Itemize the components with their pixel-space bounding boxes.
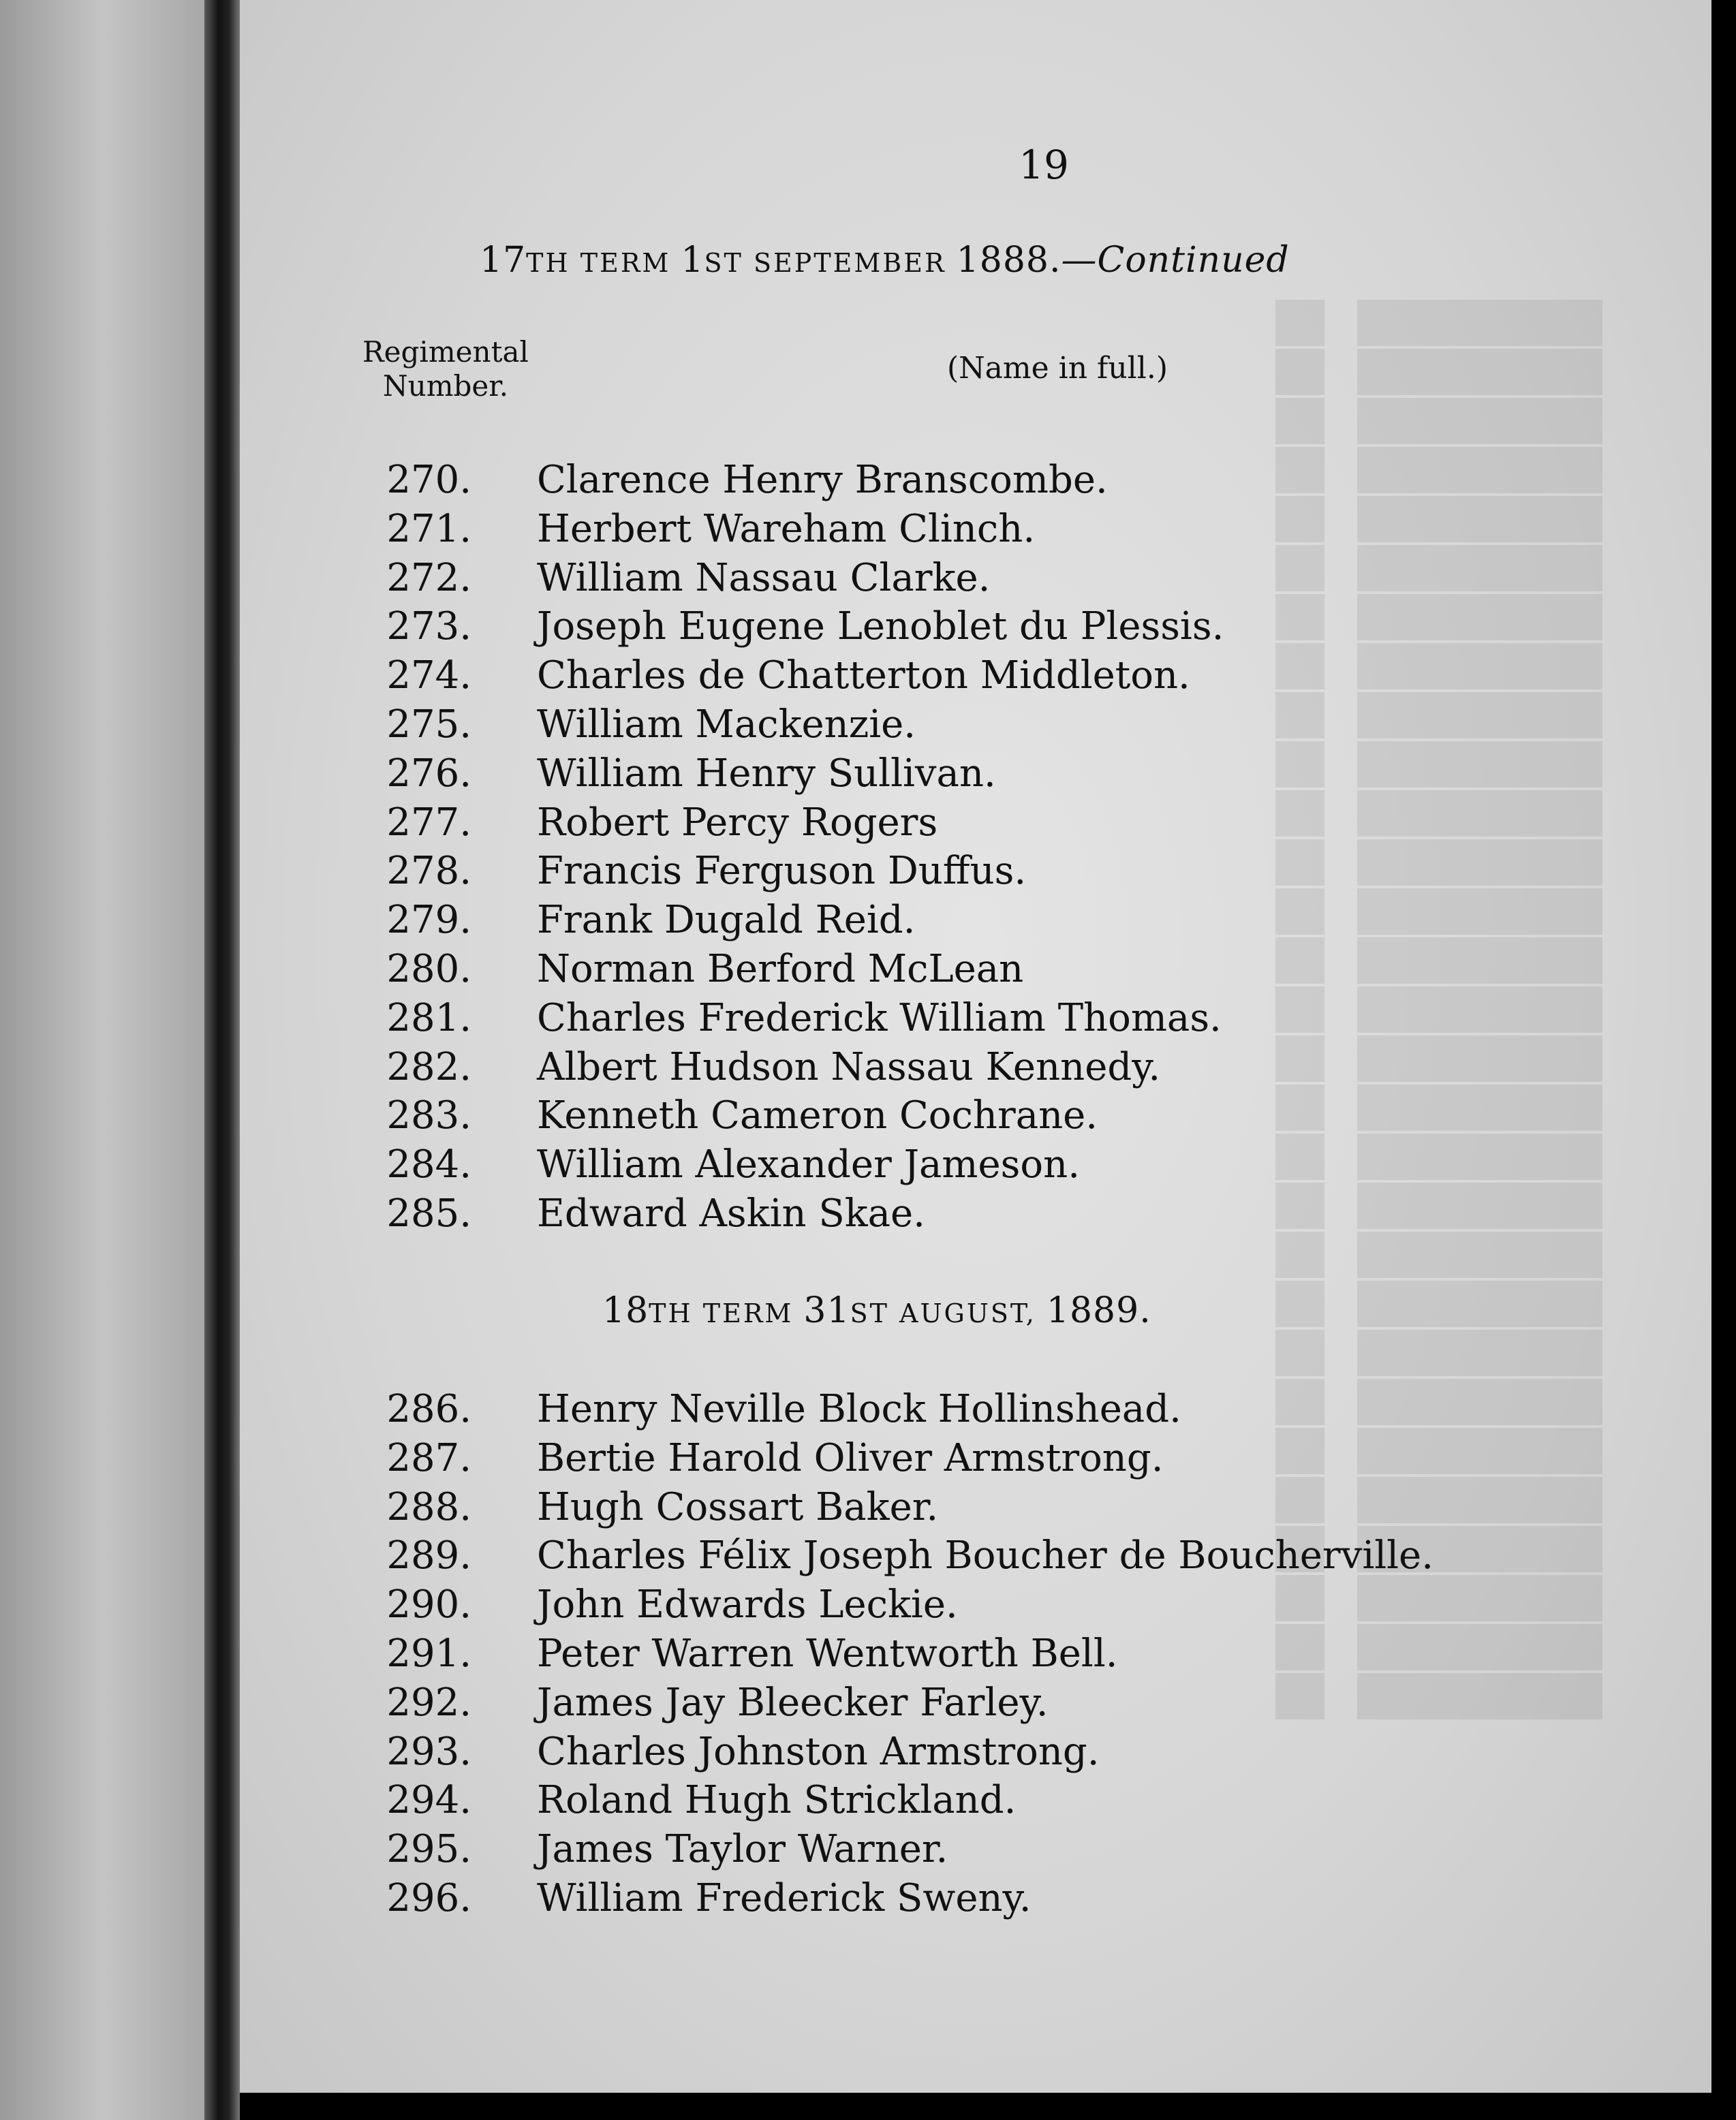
regimental-number: 293. — [386, 1729, 471, 1774]
list-item — [240, 1142, 1711, 1191]
cadet-name: Hugh Cossart Baker. — [537, 1484, 939, 1529]
cadet-name: Clarence Henry Branscombe. — [537, 458, 1108, 502]
term-year: 1889. — [1046, 1290, 1151, 1331]
regimental-number: 291. — [386, 1631, 471, 1676]
list-item — [240, 1191, 1711, 1241]
term-ordinal: 18 — [602, 1290, 649, 1331]
regimental-number: 294. — [386, 1778, 471, 1823]
cadet-name: Francis Ferguson Duffus. — [537, 849, 1027, 894]
term-continued: —Continued — [1061, 240, 1290, 281]
list-item — [240, 849, 1711, 898]
term-18-list — [240, 1387, 1711, 1925]
term-ordinal: 17 — [480, 240, 527, 281]
list-item — [240, 947, 1711, 996]
list-item — [240, 1387, 1711, 1436]
cadet-name: William Henry Sullivan. — [537, 751, 996, 796]
term-year: 1888. — [956, 240, 1061, 281]
list-item — [240, 1045, 1711, 1094]
regimental-number: 276. — [386, 751, 471, 796]
list-item — [240, 556, 1711, 605]
term-heading-18 — [602, 1290, 1151, 1331]
regimental-number: 270. — [386, 458, 471, 502]
list-item — [240, 458, 1711, 507]
list-item — [240, 996, 1711, 1045]
term-17-list — [240, 458, 1711, 1241]
list-item — [240, 1583, 1711, 1632]
term-day-suffix: ST SEPTEMBER — [704, 248, 957, 278]
page-number: 19 — [1019, 142, 1069, 188]
cadet-name: Joseph Eugene Lenoblet du Plessis. — [537, 604, 1224, 649]
term-day: 31 — [803, 1290, 850, 1331]
cadet-name: Charles Frederick William Thomas. — [537, 995, 1222, 1040]
regimental-number: 289. — [386, 1533, 471, 1578]
term-ordinal-suffix: TH TERM — [649, 1298, 804, 1328]
cadet-name: William Frederick Sweny. — [537, 1875, 1032, 1920]
list-item — [240, 1681, 1711, 1730]
term-ordinal-suffix: TH TERM — [526, 248, 681, 278]
regimental-number: 288. — [386, 1484, 471, 1529]
cadet-name: James Taylor Warner. — [537, 1827, 948, 1872]
column-header-name: (Name in full.) — [947, 351, 1168, 386]
regimental-number: 277. — [386, 800, 471, 845]
regimental-number: 271. — [386, 506, 471, 551]
term-day: 1 — [681, 240, 704, 281]
term-heading-17 — [480, 240, 1290, 281]
cadet-name: Charles Félix Joseph Boucher de Boucherville. — [537, 1533, 1433, 1578]
book-gutter — [204, 0, 240, 2120]
list-item — [240, 653, 1711, 702]
column-header-regimental-number — [330, 335, 561, 403]
regimental-number: 279. — [386, 898, 471, 943]
regimental-number: 272. — [386, 555, 471, 600]
regimental-number: 283. — [386, 1093, 471, 1138]
regimental-number: 280. — [386, 946, 471, 991]
list-item — [240, 1436, 1711, 1485]
list-item — [240, 702, 1711, 751]
cadet-name: Norman Berford McLean — [537, 946, 1024, 991]
column-header-line: Number. — [382, 369, 509, 403]
cadet-name: Albert Hudson Nassau Kennedy. — [537, 1044, 1161, 1089]
list-item — [240, 1485, 1711, 1534]
cadet-name: Peter Warren Wentworth Bell. — [537, 1631, 1118, 1676]
term-day-suffix: ST AUGUST, — [850, 1298, 1047, 1328]
cadet-name: Henry Neville Block Hollinshead. — [537, 1387, 1181, 1431]
regimental-number: 290. — [386, 1583, 471, 1627]
regimental-number: 286. — [386, 1387, 471, 1431]
document-page — [240, 0, 1711, 2093]
regimental-number: 278. — [386, 849, 471, 894]
cadet-name: James Jay Bleecker Farley. — [537, 1680, 1049, 1725]
list-item — [240, 1093, 1711, 1142]
cadet-name: Charles Johnston Armstrong. — [537, 1729, 1100, 1774]
list-item — [240, 1730, 1711, 1779]
regimental-number: 295. — [386, 1827, 471, 1872]
list-item — [240, 898, 1711, 947]
list-item — [240, 1533, 1711, 1583]
list-item — [240, 1778, 1711, 1827]
cadet-name: Charles de Chatterton Middleton. — [537, 653, 1190, 698]
cadet-name: Frank Dugald Reid. — [537, 898, 916, 943]
list-item — [240, 800, 1711, 849]
regimental-number: 284. — [386, 1142, 471, 1187]
list-item — [240, 1632, 1711, 1681]
regimental-number: 274. — [386, 653, 471, 698]
list-item — [240, 751, 1711, 800]
cadet-name: William Alexander Jameson. — [537, 1142, 1080, 1187]
regimental-number: 282. — [386, 1044, 471, 1089]
regimental-number: 287. — [386, 1435, 471, 1480]
cadet-name: John Edwards Leckie. — [537, 1583, 958, 1627]
cadet-name: Kenneth Cameron Cochrane. — [537, 1093, 1098, 1138]
cadet-name: Herbert Wareham Clinch. — [537, 506, 1036, 551]
regimental-number: 296. — [386, 1875, 471, 1920]
list-item — [240, 604, 1711, 653]
regimental-number: 285. — [386, 1191, 471, 1236]
cadet-name: Roland Hugh Strickland. — [537, 1778, 1017, 1823]
cadet-name: Robert Percy Rogers — [537, 800, 938, 845]
regimental-number: 273. — [386, 604, 471, 649]
regimental-number: 281. — [386, 995, 471, 1040]
regimental-number: 292. — [386, 1680, 471, 1725]
cadet-name: Bertie Harold Oliver Armstrong. — [537, 1435, 1164, 1480]
column-header-line: Regimental — [362, 335, 529, 369]
regimental-number: 275. — [386, 702, 471, 747]
list-item — [240, 507, 1711, 556]
cadet-name: Edward Askin Skae. — [537, 1191, 925, 1236]
facing-page-edge — [0, 0, 204, 2120]
list-item — [240, 1876, 1711, 1925]
list-item — [240, 1827, 1711, 1876]
cadet-name: William Mackenzie. — [537, 702, 916, 747]
cadet-name: William Nassau Clarke. — [537, 555, 991, 600]
